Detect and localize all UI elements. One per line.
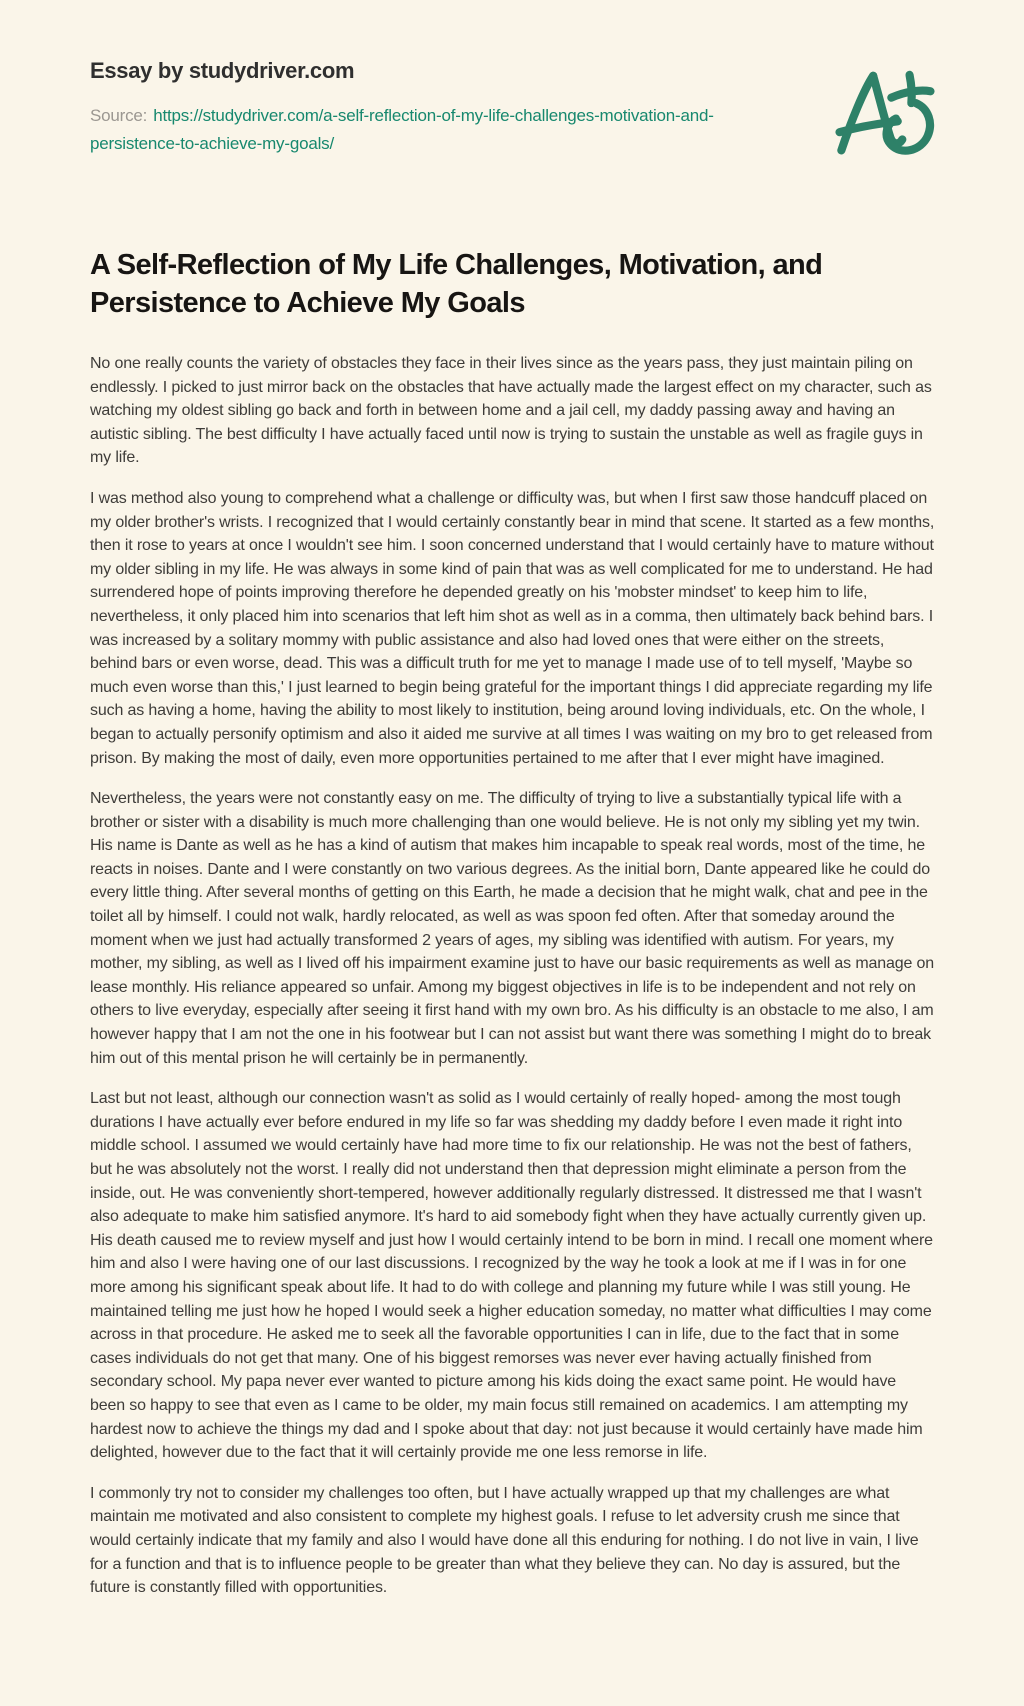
header-text-block bbox=[90, 58, 740, 158]
source-label: Source: bbox=[90, 106, 148, 125]
a-plus-logo-icon bbox=[835, 62, 935, 166]
byline: Essay by studydriver.com bbox=[90, 58, 355, 83]
essay-paragraph-5: I commonly try not to consider my challenges too often, but I have actually wrapped up that my challenges are what maintain me motivated and also consistent to complete my highest goals. I refuse to let adversity crush me since that would certainly indicate that my family and also I would have done all this enduring for nothing. I do not live in vain, I live for a function and that is to influence people to be greater than what they believe they can. No day is assured, but the future is constantly filled with opportunities. bbox=[90, 1484, 919, 1597]
essay-paragraph-2: I was method also young to comprehend what a challenge or difficulty was, but when I first saw those handcuff placed on my older brother's wrists. I recognized that I would certainly constantly bear in mind that scene. It started as a few months, then it rose to years at once I wouldn't see him. I soon concerned understand that I would certainly have to mature without my older sibling in my life. He was always in some kind of pain that was as well complicated for me to understand. He had surrendered hope of points improving therefore he depended greatly on his 'mobster mindset' to keep him to life, nevertheless, it only placed him into scenarios that left him shot as well as in a comma, then ultimately back behind bars. I was increased by a solitary mommy with public assistance and also had loved ones that were either on the streets, behind bars or even worse, dead. This was a difficult truth for me yet to manage I made use of to tell myself, 'Maybe so much even worse than this,' I just learned to begin being grateful for the important things I did appreciate regarding my life such as having a home, having the ability to most likely to institution, being around loving individuals, etc. On the whole, I began to actually personify optimism and also it aided me survive at all times I was waiting on my bro to get released from prison. By making the most of daily, even more opportunities pertained to me after that I ever might have imagined. bbox=[90, 489, 935, 767]
page-header bbox=[90, 58, 935, 166]
essay-body bbox=[90, 352, 935, 1600]
essay-paragraph-4: Last but not least, although our connection wasn't as solid as I would certainly of really hoped- among the most tough durations I have actually ever before endured in my life so far was shedding my daddy before I even made it right into middle school. I assumed we would certainly have had more time to fix our relationship. He was not the best of fathers, but he was absolutely not the worst. I really did not understand then that depression might eliminate a person from the inside, out. He was conveniently short-tempered, however additionally regularly distressed. It distressed me that I wasn't also adequate to make him satisfied anymore. It's hard to aid somebody fight when they have actually currently given up. His death caused me to review myself and just how I would certainly intend to be born in mind. I recall one moment where him and also I were having one of our last discussions. I recognized by the way he took a look at me if I was in for one more among his significant speak about life. It had to do with college and planning my future while I was still young. He maintained telling me just how he hoped I would seek a higher education someday, no matter what difficulties I may come across in that procedure. He asked me to seek all the favorable opportunities I can in life, due to the fact that in some cases individuals do not get that many. One of his biggest remorses was never ever having actually finished from secondary school. My papa never ever wanted to picture among his kids doing the exact same point. He would have been so happy to see that even as I came to be older, my main focus still remained on academics. I am attempting my hardest now to achieve the things my dad and I spoke about that day: not just because it would certainly have made him delighted, however due to the fact that it will certainly provide me one less remorse in life. bbox=[90, 1090, 933, 1462]
source-line bbox=[90, 102, 740, 158]
essay-paragraph-3: Nevertheless, the years were not constantly easy on me. The difficulty of trying to live a substantially typical life with a brother or sister with a disability is much more challenging than one would believe. He is not only my sibling yet my twin. His name is Dante as well as he has a kind of autism that makes him incapable to speak real words, most of the time, he reacts in noises. Dante and I were constantly on two various degrees. As the initial born, Dante appeared like he could do every little thing. After several months of getting on this Earth, he made a decision that he might walk, chat and pee in the toilet all by himself. I could not walk, hardly relocated, as well as was spoon fed often. After that someday around the moment when we just had actually transformed 2 years of ages, my sibling was identified with autism. For years, my mother, my sibling, as well as I lived off his impairment examine just to have our basic requirements as well as manage on lease monthly. His reliance appeared so unfair. Among my biggest objectives in life is to be independent and not rely on others to live everyday, especially after seeing it first hand with my own bro. As his difficulty is an obstacle to me also, I am however happy that I am not the one in his footwear but I can not assist but want there was something I might do to break him out of this mental prison he will certainly be in permanently. bbox=[90, 790, 935, 1067]
essay-title: A Self-Reflection of My Life Challenges, Motivation, and Persistence to Achieve My Goals bbox=[90, 249, 823, 319]
essay-paragraph-1: No one really counts the variety of obstacles they face in their lives since as the years pass, they just maintain piling on endlessly. I picked to just mirror back on the obstacles that have actually made the largest effect on my character, such as watching my oldest sibling go back and forth in between home and a jail cell, my daddy passing away and having an autistic sibling. The best difficulty I have actually faced until now is trying to sustain the unstable as well as fragile guys in my life. bbox=[90, 355, 932, 467]
source-url-link[interactable]: https://studydriver.com/a-self-reflection-of-my-life-challenges-motivation-and-persistence-to-achieve-my-goals/ bbox=[90, 106, 714, 153]
